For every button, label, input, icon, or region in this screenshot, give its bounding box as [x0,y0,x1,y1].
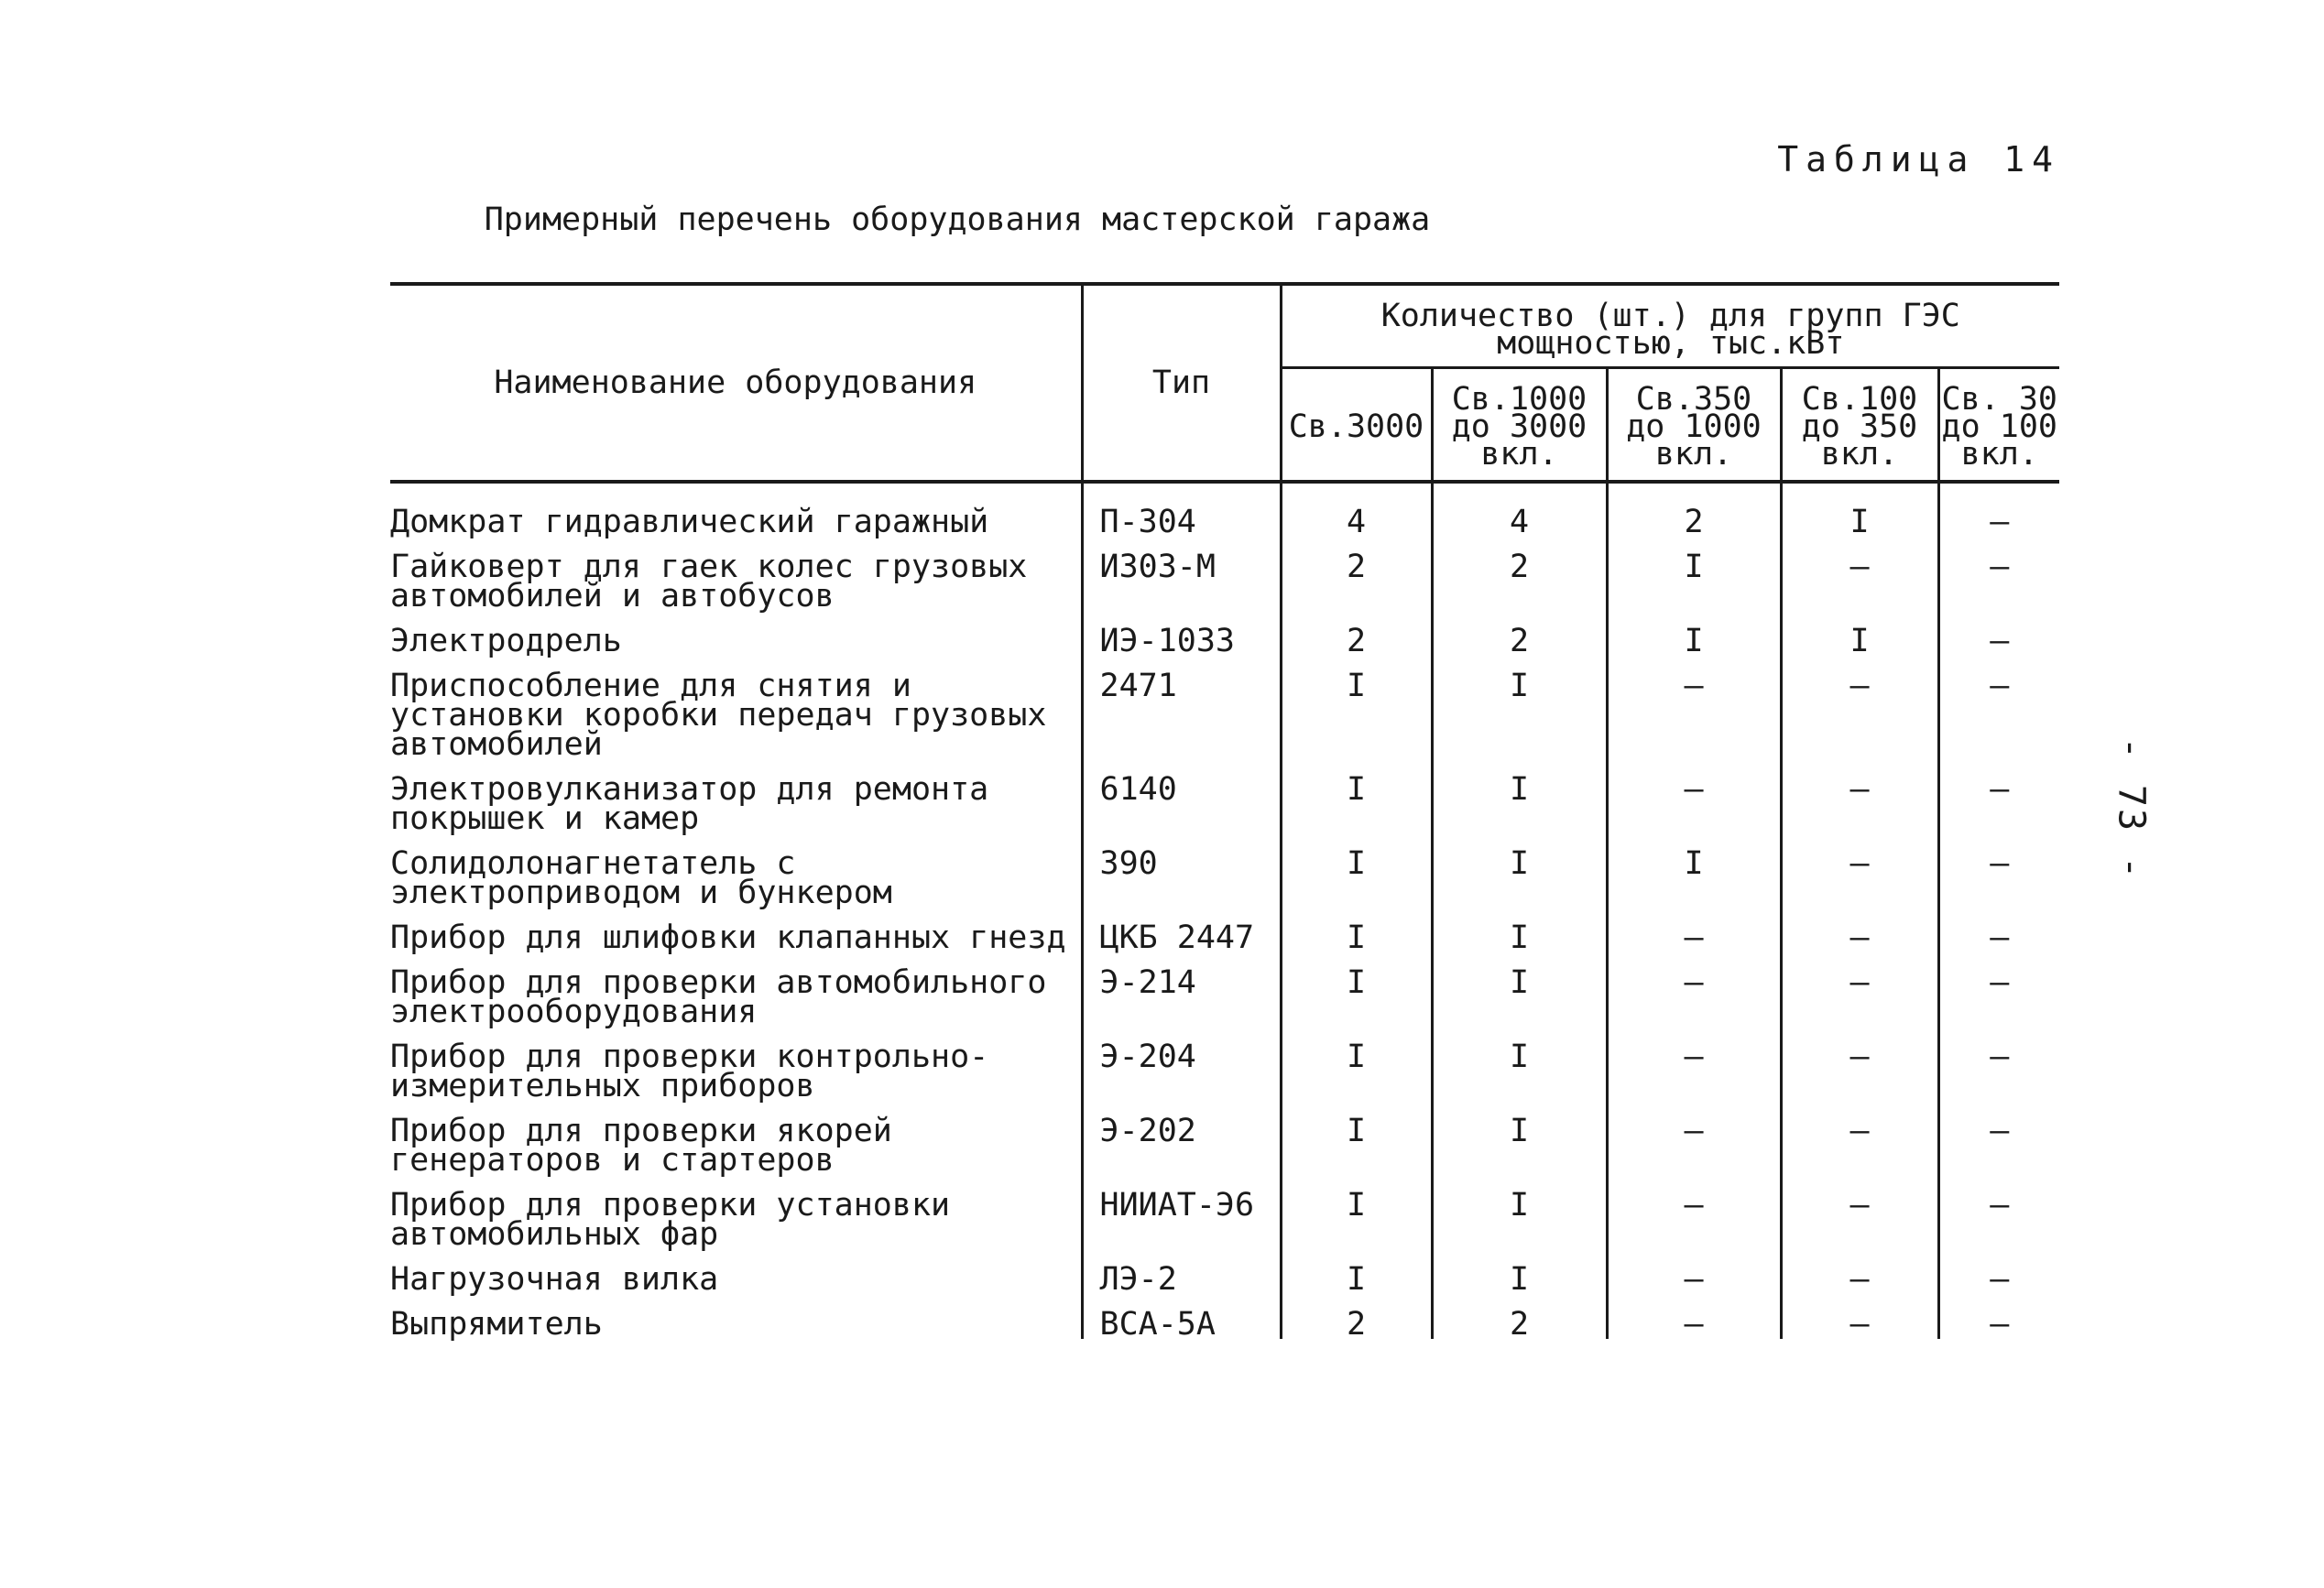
quantity-cell: I [1281,671,1432,759]
table-row [390,482,2059,537]
quantity-cell: – [1781,1265,1938,1294]
document-title: Примерный перечень оборудования мастерской гаража [484,201,1431,238]
equipment-name: Приспособление для снятия и установки коробки передач грузовых автомобилей [390,668,1047,763]
quantity-cell: 2 [1432,626,1607,656]
equipment-type: НИИАТ-Э6 [1082,1191,1281,1249]
equipment-type: ИЭ-1033 [1082,626,1281,656]
quantity-cell: – [1938,923,2059,952]
quantity-cell: – [1781,1191,1938,1249]
table-row [390,968,2059,1027]
quantity-cell: – [1607,1310,1781,1339]
table-row [390,1042,2059,1101]
equipment-table [390,282,2059,1343]
table-header [390,284,2059,482]
quantity-cell: – [1781,849,1938,908]
header-name: Наименование оборудования [390,284,1082,482]
table-row [390,552,2059,611]
equipment-name: Электродрель [390,623,622,659]
quantity-cell: I [1432,1116,1607,1175]
table-row [390,671,2059,759]
quantity-cell: – [1607,923,1781,952]
quantity-cell: I [1281,968,1432,1027]
quantity-cell: – [1938,1042,2059,1101]
quantity-cell: – [1607,1042,1781,1101]
equipment-type: 2471 [1082,671,1281,759]
table-row [390,1310,2059,1339]
header-subgroup: Св. 30 до 100 вкл. [1938,368,2059,483]
quantity-cell: – [1938,1265,2059,1294]
quantity-cell: – [1781,968,1938,1027]
equipment-name: Прибор для проверки контрольно-измерительных приборов [390,1039,989,1104]
header-subgroup: Св.350 до 1000 вкл. [1607,368,1781,483]
equipment-name: Нагрузочная вилка [390,1261,719,1298]
equipment-name: Прибор для проверки установки автомобильных фар [390,1187,951,1253]
quantity-cell: I [1607,552,1781,611]
table-row [390,849,2059,908]
table-row [390,1265,2059,1294]
equipment-type: 390 [1082,849,1281,908]
quantity-cell: I [1432,1191,1607,1249]
quantity-cell: – [1781,1042,1938,1101]
quantity-cell: 4 [1281,482,1432,537]
quantity-cell: I [1281,849,1432,908]
table-label: Таблица 14 [1777,139,2060,179]
quantity-cell: I [1432,923,1607,952]
quantity-cell: – [1781,671,1938,759]
quantity-cell: I [1281,1042,1432,1101]
quantity-cell: – [1607,671,1781,759]
quantity-cell: – [1781,552,1938,611]
table-row [390,1191,2059,1249]
equipment-type: 6140 [1082,775,1281,833]
equipment-type: ЦКБ 2447 [1082,923,1281,952]
table-row [390,775,2059,833]
quantity-cell: I [1781,482,1938,537]
equipment-type: ВСА-5А [1082,1310,1281,1339]
quantity-cell: – [1938,671,2059,759]
equipment-name: Домкрат гидравлический гаражный [390,504,989,540]
quantity-cell: 2 [1281,626,1432,656]
quantity-cell: I [1432,671,1607,759]
quantity-cell: – [1607,968,1781,1027]
header-subgroup: Св.3000 [1281,368,1432,483]
quantity-cell: – [1607,1191,1781,1249]
quantity-cell: I [1281,923,1432,952]
quantity-cell: – [1938,968,2059,1027]
quantity-cell: 2 [1281,1310,1432,1339]
quantity-cell: I [1281,1191,1432,1249]
quantity-cell: – [1938,1116,2059,1175]
equipment-name: Прибор для проверки автомобильного электрооборудования [390,964,1047,1030]
quantity-cell: – [1938,1310,2059,1339]
quantity-cell: I [1281,1265,1432,1294]
quantity-cell: I [1432,775,1607,833]
table-row [390,923,2059,952]
quantity-cell: – [1781,775,1938,833]
equipment-name: Прибор для проверки якорей генераторов и стартеров [390,1113,892,1179]
equipment-type: Э-214 [1082,968,1281,1027]
table-row [390,626,2059,656]
table-row [390,1116,2059,1175]
equipment-name: Выпрямитель [390,1306,603,1343]
quantity-cell: 2 [1281,552,1432,611]
equipment-type: ЛЭ-2 [1082,1265,1281,1294]
quantity-cell: I [1607,626,1781,656]
quantity-cell: – [1607,1265,1781,1294]
quantity-cell: I [1432,1265,1607,1294]
quantity-cell: I [1607,849,1781,908]
quantity-cell: 2 [1432,552,1607,611]
quantity-cell: – [1781,923,1938,952]
quantity-cell: – [1938,849,2059,908]
equipment-name: Солидолонагнетатель с электроприводом и бункером [390,845,892,911]
quantity-cell: I [1432,849,1607,908]
table-body [390,482,2059,1343]
quantity-cell: – [1781,1310,1938,1339]
equipment-type: П-304 [1082,482,1281,537]
equipment-type: Э-202 [1082,1116,1281,1175]
quantity-cell: 2 [1607,482,1781,537]
header-subgroup: Св.100 до 350 вкл. [1781,368,1938,483]
equipment-type: Э-204 [1082,1042,1281,1101]
quantity-cell: – [1607,775,1781,833]
quantity-cell: – [1938,482,2059,537]
equipment-type: И303-М [1082,552,1281,611]
equipment-name: Гайковерт для гаек колес грузовых автомобилей и автобусов [390,549,1028,615]
quantity-cell: I [1432,1042,1607,1101]
header-subgroup: Св.1000 до 3000 вкл. [1432,368,1607,483]
page-number: - 73 - [2110,736,2153,881]
equipment-name: Прибор для шлифовки клапанных гнезд [390,919,1066,956]
header-quantity-group: Количество (шт.) для групп ГЭС мощностью, тыс.кВт [1281,284,2059,368]
header-type: Тип [1082,284,1281,482]
quantity-cell: 2 [1432,1310,1607,1339]
quantity-cell: – [1938,775,2059,833]
quantity-cell: 4 [1432,482,1607,537]
quantity-cell: I [1281,775,1432,833]
quantity-cell: – [1938,1191,2059,1249]
quantity-cell: – [1938,552,2059,611]
quantity-cell: I [1281,1116,1432,1175]
quantity-cell: I [1781,626,1938,656]
quantity-cell: – [1781,1116,1938,1175]
quantity-cell: – [1607,1116,1781,1175]
quantity-cell: – [1938,626,2059,656]
quantity-cell: I [1432,968,1607,1027]
equipment-name: Электровулканизатор для ремонта покрышек и камер [390,771,989,837]
